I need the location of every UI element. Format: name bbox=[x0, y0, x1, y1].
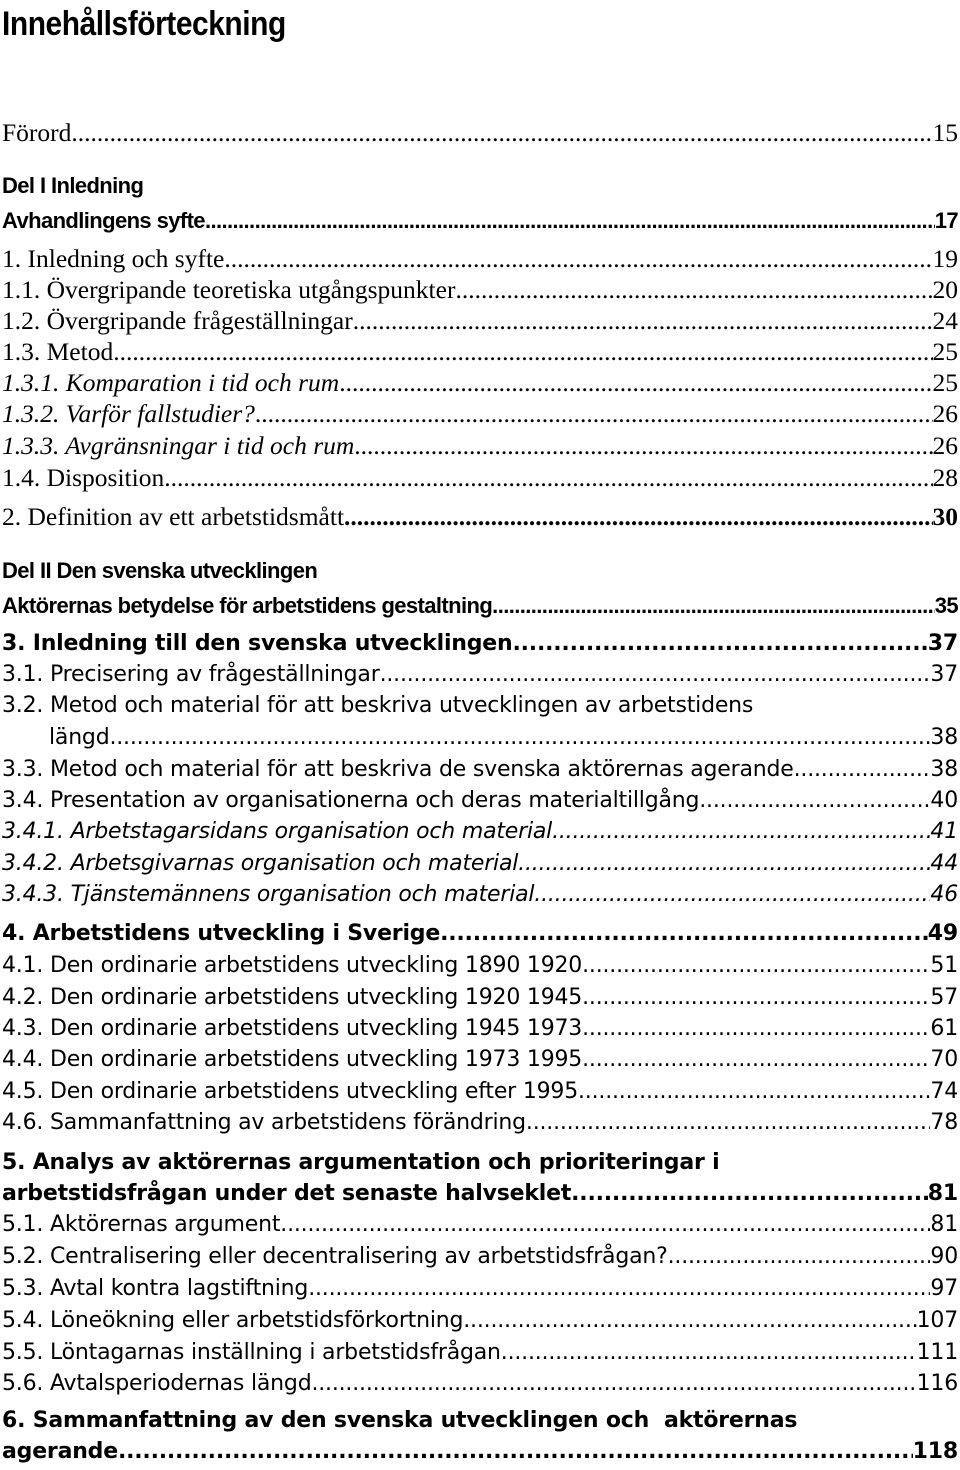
page-title: Innehållsförteckning bbox=[2, 5, 286, 43]
toc-entry-page: 111 bbox=[916, 1340, 958, 1365]
toc-entry bbox=[2, 1076, 958, 1107]
toc-entry bbox=[2, 1337, 958, 1368]
toc-entry bbox=[2, 243, 958, 274]
toc-entry-title: 3. Inledning till den svenska utvecklingen bbox=[2, 631, 513, 656]
toc-entry-title: 4.5. Den ordinarie arbetstidens utveckling efter 1995 bbox=[2, 1079, 579, 1104]
toc-entry-page: 107 bbox=[916, 1308, 958, 1333]
toc-entry bbox=[2, 1107, 958, 1138]
toc-entry-page: 20 bbox=[932, 275, 958, 304]
toc-entry bbox=[2, 628, 958, 659]
toc-entry-title: 3.3. Metod och material för att beskriva de svenska aktörernas agerande bbox=[2, 757, 794, 782]
toc-entry-page: 116 bbox=[916, 1371, 958, 1396]
toc-entry-title: 1.3.3. Avgränsningar i tid och rum bbox=[2, 431, 355, 460]
toc-entry-title: 4.1. Den ordinarie arbetstidens utveckling 1890 1920 bbox=[2, 953, 583, 978]
toc-entry-page: 37 bbox=[930, 662, 958, 687]
toc-entry-title: 4. Arbetstidens utveckling i Sverige bbox=[2, 921, 441, 946]
toc-entry-title: Avhandlingens syfte bbox=[2, 208, 205, 233]
toc-entry-title: 1.3. Metod bbox=[2, 337, 114, 366]
toc-entry bbox=[2, 918, 958, 949]
toc-entry-title: längd bbox=[49, 725, 110, 750]
toc-entry-title: 1.3.2. Varför fallstudier? bbox=[2, 399, 255, 428]
toc-entry-page: 25 bbox=[932, 337, 958, 366]
toc-entry-title: 5.3. Avtal kontra lagstiftning bbox=[2, 1276, 309, 1301]
toc-entry bbox=[2, 1368, 958, 1399]
toc-entry bbox=[2, 501, 958, 532]
toc-entry-page: 17 bbox=[934, 208, 958, 233]
toc-entry-title: 1.3.1. Komparation i tid och rum bbox=[2, 368, 340, 397]
toc-entry-title: 1.4. Disposition bbox=[2, 463, 165, 492]
toc-entry-title: 4.4. Den ordinarie arbetstidens utveckling 1973 1995 bbox=[2, 1047, 583, 1072]
toc-entry bbox=[2, 305, 958, 336]
toc-entry-page: 49 bbox=[927, 921, 958, 946]
toc-entry-page: 78 bbox=[930, 1110, 958, 1135]
toc-entry bbox=[2, 1273, 958, 1304]
toc-entry bbox=[2, 950, 958, 981]
toc-entry bbox=[2, 274, 958, 305]
toc-entry bbox=[2, 430, 958, 461]
toc-entry-title: arbetstidsfrågan under det senaste halvseklet bbox=[2, 1181, 572, 1206]
toc-entry-title: 3.2. Metod och material för att beskriva utvecklingen av arbetstidens bbox=[2, 693, 754, 718]
toc-entry-title: 5. Analys av aktörernas argumentation och prioriteringar i bbox=[2, 1150, 720, 1175]
toc-entry bbox=[2, 462, 958, 493]
toc-entry bbox=[2, 1013, 958, 1044]
toc-entry-page: 97 bbox=[930, 1276, 958, 1301]
toc-entry-page: 57 bbox=[930, 985, 958, 1010]
toc-entry-title: 1. Inledning och syfte bbox=[2, 244, 225, 273]
toc-entry-page: 38 bbox=[930, 757, 958, 782]
toc-entry bbox=[2, 982, 958, 1013]
toc-entry bbox=[2, 754, 958, 785]
toc-entry-title: 6. Sammanfattning av den svenska utvecklingen och aktörernas bbox=[2, 1408, 798, 1433]
toc-entry bbox=[2, 336, 958, 367]
toc-entry bbox=[2, 1044, 958, 1075]
toc-entry-page: 35 bbox=[934, 593, 958, 618]
toc-entry-page: 38 bbox=[930, 725, 958, 750]
toc-entry-page: 30 bbox=[932, 502, 958, 531]
toc-entry bbox=[2, 1305, 958, 1336]
toc-entry-page: 40 bbox=[930, 788, 958, 813]
toc-entry-title: 3.1. Precisering av frågeställningar bbox=[2, 662, 380, 687]
toc-entry-page: 26 bbox=[932, 431, 958, 460]
toc-entry-title: agerande bbox=[2, 1439, 118, 1464]
toc-entry-title: 5.5. Löntagarnas inställning i arbetstidsfrågan bbox=[2, 1340, 501, 1365]
toc-entry bbox=[2, 879, 958, 910]
toc-entry-page: 26 bbox=[932, 399, 958, 428]
toc-entry-page: 51 bbox=[930, 953, 958, 978]
toc-entry-page: 28 bbox=[932, 463, 958, 492]
toc-entry bbox=[49, 722, 958, 753]
toc-entry bbox=[2, 1241, 958, 1272]
toc-entry bbox=[2, 785, 958, 816]
toc-entry-title: 3.4.2. Arbetsgivarnas organisation och material bbox=[2, 851, 519, 876]
toc-entry-title: 1.1. Övergripande teoretiska utgångspunkter bbox=[2, 275, 456, 304]
toc-entry bbox=[2, 398, 958, 429]
toc-entry-title: 5.2. Centralisering eller decentralisering av arbetstidsfrågan? bbox=[2, 1244, 668, 1269]
toc-entry bbox=[2, 1178, 958, 1209]
toc-entry bbox=[2, 848, 958, 879]
toc-entry-title: 4.3. Den ordinarie arbetstidens utveckling 1945 1973 bbox=[2, 1016, 583, 1041]
toc-entry-title: 3.4.1. Arbetstagarsidans organisation och material bbox=[2, 819, 553, 844]
toc-entry-title: 5.4. Löneökning eller arbetstidsförkortning bbox=[2, 1308, 464, 1333]
toc-entry-title: Aktörernas betydelse för arbetstidens gestaltning. bbox=[2, 593, 498, 618]
toc-entry-title: 4.2. Den ordinarie arbetstidens utveckling 1920 1945 bbox=[2, 985, 583, 1010]
toc-entry-title: 1.2. Övergripande frågeställningar bbox=[2, 306, 353, 335]
toc-entry bbox=[2, 117, 958, 148]
toc-entry-page: 70 bbox=[930, 1047, 958, 1072]
toc-entry bbox=[2, 1436, 958, 1467]
toc-entry-page: 37 bbox=[927, 631, 958, 656]
toc-entry-page: 24 bbox=[932, 306, 958, 335]
toc-entry-page: 90 bbox=[930, 1244, 958, 1269]
toc-entry bbox=[2, 205, 958, 236]
toc-entry-page: 44 bbox=[930, 851, 958, 876]
toc-entry bbox=[2, 659, 958, 690]
toc-entry-page: 118 bbox=[912, 1439, 958, 1464]
toc-entry-page: 25 bbox=[932, 368, 958, 397]
part-heading: Del II Den svenska utvecklingen bbox=[2, 558, 318, 583]
toc-entry-title: 3.4.3. Tjänstemännens organisation och material bbox=[2, 882, 535, 907]
toc-entry-page: 41 bbox=[930, 819, 958, 844]
toc-entry-page: 46 bbox=[930, 882, 958, 907]
toc-entry-page: 15 bbox=[932, 118, 958, 147]
toc-entry-title: 2. Definition av ett arbetstidsmått bbox=[2, 502, 345, 531]
toc-entry bbox=[2, 816, 958, 847]
toc-entry-title: Förord bbox=[2, 118, 72, 147]
toc-entry-page: 81 bbox=[927, 1181, 958, 1206]
toc-entry-page: 74 bbox=[930, 1079, 958, 1104]
toc-entry-title: 3.4. Presentation av organisationerna och deras materialtillgång bbox=[2, 788, 700, 813]
toc-entry-page: 81 bbox=[930, 1212, 958, 1237]
toc-entry-title: 5.6. Avtalsperiodernas längd bbox=[2, 1371, 312, 1396]
toc-entry-title: 4.6. Sammanfattning av arbetstidens förändring bbox=[2, 1110, 526, 1135]
toc-entry bbox=[2, 590, 958, 621]
toc-entry-page: 61 bbox=[930, 1016, 958, 1041]
toc-entry-title: 5.1. Aktörernas argument bbox=[2, 1212, 281, 1237]
part-heading: Del I Inledning bbox=[2, 173, 144, 198]
toc-entry-page: 19 bbox=[932, 244, 958, 273]
toc-entry bbox=[2, 1209, 958, 1240]
toc-entry bbox=[2, 367, 958, 398]
